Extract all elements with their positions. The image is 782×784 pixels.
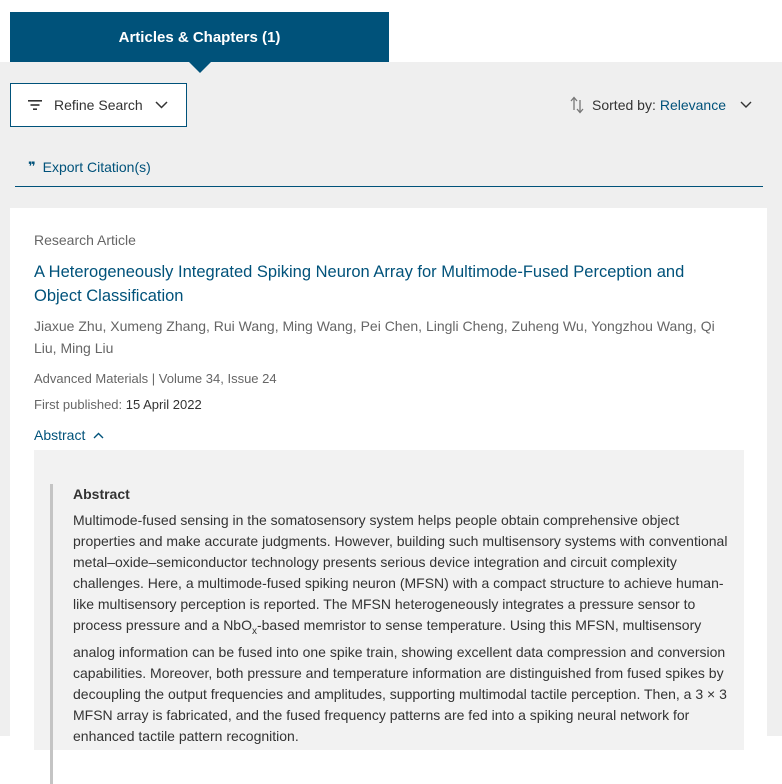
- published-label: First published:: [34, 397, 123, 412]
- chevron-down-icon: [740, 101, 752, 109]
- article-journal-info: [34, 371, 277, 386]
- sort-icon: [570, 96, 584, 114]
- abstract-text-part2: -based memristor to sense temperature. Using this MFSN, multisensory analog information can be fused into one spike train, showing excellent data compression and conversion capabilities. Moreover, both pressure and temperature information are distinguished from fused spikes by decoupling the output frequencies and amplitudes, supporting multimodal tactile perception. Then, a 3 × 3 MFSN array is fabricated, and the fused frequency patterns are fed into a spiking neural network for enhanced tactile pattern recognition.: [73, 617, 727, 744]
- chevron-up-icon: [93, 432, 104, 439]
- abstract-heading: Abstract: [73, 486, 130, 502]
- abstract-toggle[interactable]: [34, 427, 104, 443]
- abstract-toggle-label: Abstract: [34, 427, 86, 443]
- journal-name[interactable]: Advanced Materials: [34, 371, 149, 386]
- article-type: Research Article: [34, 232, 136, 248]
- sorted-by-label: Sorted by:: [592, 97, 656, 113]
- result-card: [10, 208, 767, 748]
- chevron-down-icon: [155, 101, 168, 109]
- sort-dropdown[interactable]: [570, 94, 752, 116]
- abstract-subscript: x: [251, 625, 257, 637]
- toolbar-divider: [15, 186, 763, 187]
- abstract-quote-bar: [50, 484, 53, 784]
- sorted-by-value: Relevance: [659, 97, 726, 113]
- refine-search-label: Refine Search: [54, 97, 143, 113]
- published-info: [34, 397, 202, 412]
- tab-articles-chapters[interactable]: [10, 12, 389, 62]
- export-citation-link[interactable]: [28, 157, 151, 177]
- article-authors: Jiaxue Zhu, Xumeng Zhang, Rui Wang, Ming Wang, Pei Chen, Lingli Cheng, Zuheng Wu, Yongzhou Wang, Qi Liu, Ming Liu: [34, 318, 715, 356]
- published-date: 15 April 2022: [125, 397, 202, 412]
- journal-volume[interactable]: Volume 34, Issue 24: [158, 371, 277, 386]
- abstract-panel: [34, 450, 744, 750]
- article-title-link[interactable]: A Heterogeneously Integrated Spiking Neuron Array for Multimode-Fused Perception and Object Classification: [34, 263, 685, 305]
- tab-active-indicator: [189, 62, 211, 73]
- export-citation-label: Export Citation(s): [42, 159, 151, 175]
- tab-label: Articles & Chapters (1): [118, 28, 281, 46]
- journal-separator: |: [151, 371, 159, 386]
- refine-search-button[interactable]: [10, 83, 187, 127]
- quote-icon: ❞: [28, 159, 35, 174]
- abstract-text-part1: Multimode-fused sensing in the somatosensory system helps people obtain comprehensive object properties and make accurate judgments. However, building such multisensory systems with conventional metal–oxide–semiconductor technology presents serious device integration and circuit complexity challenges. Here, a multimode-fused spiking neuron (MFSN) with a compact structure to achieve human-like multisensory perception is reported. The MFSN heterogeneously integrates a pressure sensor to process pressure and a NbO: [73, 512, 728, 633]
- filter-icon: [28, 99, 42, 111]
- abstract-text: [73, 510, 733, 747]
